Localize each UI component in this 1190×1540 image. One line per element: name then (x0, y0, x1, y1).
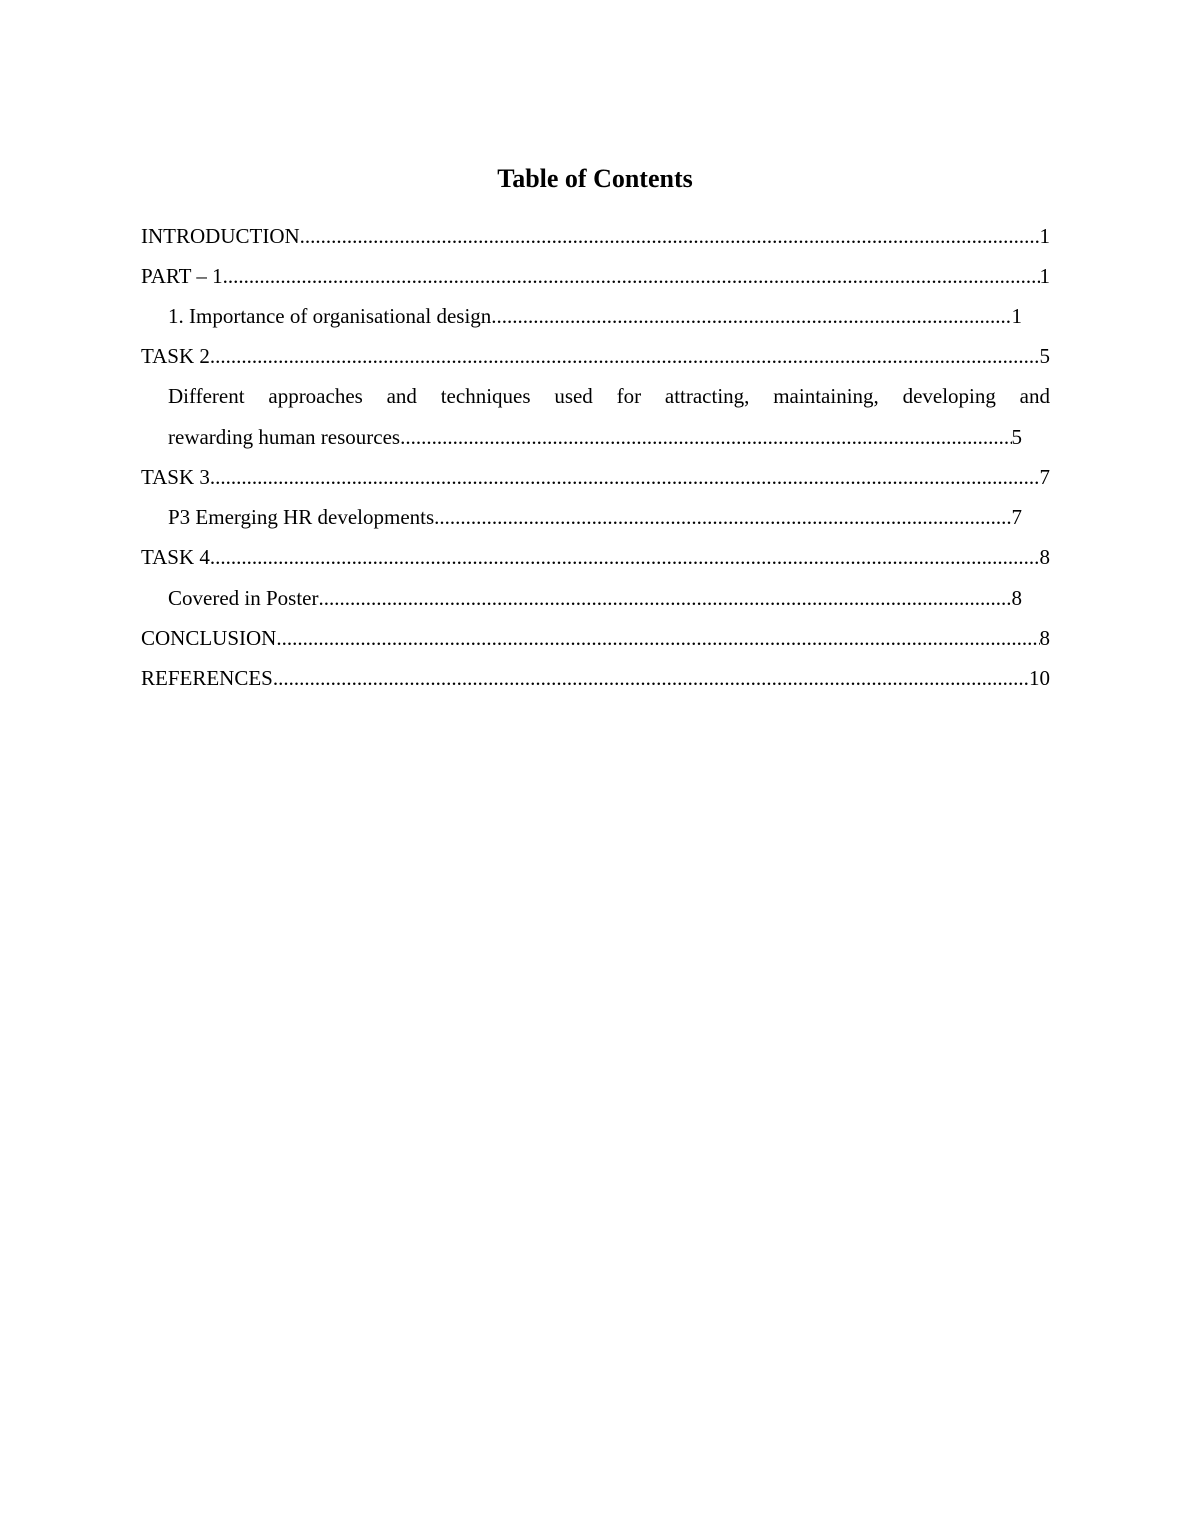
toc-entry-references[interactable] (141, 658, 1050, 698)
toc-entry-part-1[interactable] (141, 256, 1050, 296)
toc-dot-leader (210, 457, 1040, 497)
toc-entry-organisational-design[interactable] (168, 296, 1022, 336)
toc-dot-leader (400, 416, 1011, 458)
toc-entry-poster[interactable] (168, 578, 1022, 618)
toc-entry-task-4[interactable] (141, 537, 1050, 577)
toc-dot-leader (276, 618, 1039, 658)
toc-entry-label-line-1: Different approaches and techniques used for attracting, maintaining, developing and (168, 384, 1050, 408)
toc-page-number: 10 (1029, 666, 1050, 690)
toc-entry-label: CONCLUSION (141, 626, 277, 650)
toc-page-number: 1 (1039, 264, 1050, 288)
toc-page-number: 8 (1039, 626, 1050, 650)
toc-dot-leader (318, 578, 1011, 618)
toc-entry-label: Covered in Poster (168, 586, 319, 610)
toc-entry-label: REFERENCES (141, 666, 273, 690)
toc-dot-leader (300, 216, 1040, 256)
toc-page-number: 8 (1039, 545, 1050, 569)
toc-entry-label: P3 Emerging HR developments (168, 505, 435, 529)
toc-entry-label: 1. Importance of organisational design (168, 304, 492, 328)
toc-entry-conclusion[interactable] (141, 618, 1050, 658)
toc-entry-line-2 (168, 416, 1022, 458)
toc-entry-introduction[interactable] (141, 216, 1050, 256)
toc-page-number: 7 (1011, 505, 1022, 529)
toc-page-number: 1 (1011, 304, 1022, 328)
toc-dot-leader (210, 336, 1040, 376)
toc-entry-hr-approaches[interactable] (168, 376, 1050, 458)
toc-page-number: 1 (1039, 224, 1050, 248)
toc-page-number: 5 (1011, 425, 1022, 449)
toc-dot-leader (210, 537, 1040, 577)
toc-page-number: 7 (1039, 465, 1050, 489)
toc-entry-label: INTRODUCTION (141, 224, 300, 248)
toc-page-number: 5 (1039, 344, 1050, 368)
toc-dot-leader (434, 497, 1011, 537)
toc-dot-leader (491, 296, 1011, 336)
toc-page-number: 8 (1011, 586, 1022, 610)
toc-entry-label-line-2: rewarding human resources (168, 425, 401, 449)
toc-entry-task-2[interactable] (141, 336, 1050, 376)
toc-entry-label: TASK 2 (141, 344, 210, 368)
toc-title: Table of Contents (497, 164, 693, 193)
toc-dot-leader (223, 256, 1040, 296)
toc-entry-label: PART – 1 (141, 264, 223, 288)
toc-dot-leader (273, 658, 1029, 698)
toc-entry-label: TASK 3 (141, 465, 210, 489)
toc-entry-task-3[interactable] (141, 457, 1050, 497)
toc-entry-label: TASK 4 (141, 545, 210, 569)
toc-entry-hr-developments[interactable] (168, 497, 1022, 537)
